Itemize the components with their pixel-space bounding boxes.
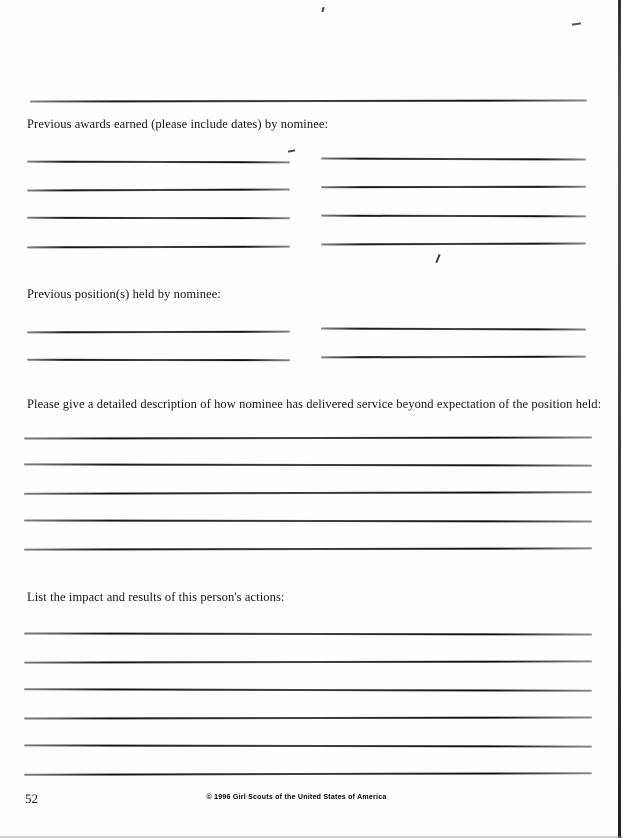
blank-line — [321, 158, 586, 161]
blank-line — [27, 217, 290, 219]
section-label-impact-results: List the impact and results of this person's actions: — [27, 590, 285, 604]
blank-line — [321, 356, 586, 359]
blank-line — [27, 246, 290, 249]
blank-line — [27, 161, 290, 164]
blank-line — [24, 520, 592, 523]
blank-line — [27, 189, 290, 192]
blank-line — [24, 547, 592, 550]
section-label-previous-positions: Previous position(s) held by nominee: — [27, 287, 221, 301]
scan-artifact-right-edge — [618, 0, 621, 838]
blank-line — [24, 717, 592, 720]
scan-mark-speck-top — [321, 7, 324, 12]
blank-line — [24, 491, 592, 494]
blank-line — [27, 359, 290, 361]
blank-line — [321, 215, 586, 218]
blank-line — [24, 660, 592, 663]
top-rule — [30, 100, 587, 103]
copyright-text: © 1996 Girl Scouts of the United States of America — [206, 794, 387, 801]
blank-line — [27, 331, 290, 334]
section-label-service-description: Please give a detailed description of how nominee has delivered service beyond expectation of the position held: — [27, 397, 602, 411]
scan-mark-dash-top-right — [572, 22, 581, 25]
blank-line — [24, 463, 592, 466]
blank-line — [24, 772, 592, 775]
blank-line — [321, 186, 586, 188]
page-number: 52 — [25, 791, 38, 806]
section-label-previous-awards: Previous awards earned (please include dates) by nominee: — [27, 117, 329, 131]
blank-line — [24, 633, 592, 636]
scan-mark-backslash — [435, 254, 440, 263]
blank-line — [24, 688, 592, 691]
blank-line — [24, 744, 592, 747]
scan-mark-tilde — [288, 149, 295, 152]
blank-line — [321, 243, 586, 246]
blank-line — [321, 328, 586, 331]
blank-line — [24, 437, 592, 440]
